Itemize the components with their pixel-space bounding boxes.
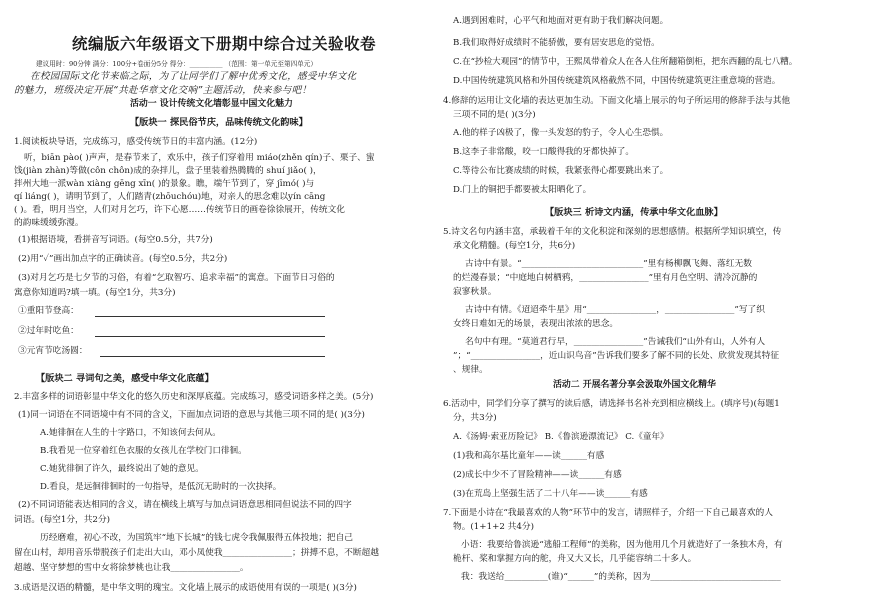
option-a: A.遇到困难时，心平气和地面对更有助于我们解决问题。: [453, 16, 669, 26]
question-text: 5.诗文名句内涵丰富，承载着千年的文化积淀和深刻的思想感情。根据所学知识填空，传: [443, 227, 782, 237]
option-a: A.她徘徊在人生的十字路口，不知该何去何从。: [40, 428, 221, 438]
sub-question: (1)同一词语在不同语境中有不同的含义，下面加点词语的意思与其他三项不同的是( )(3分): [18, 410, 365, 420]
passage-line: 超越、坚守梦想的雪中女将徐梦桃也让我________________。: [14, 563, 249, 573]
fill-line: 古诗中有景。“____________________________”里有杨柳飘飞舞、落红无数: [465, 259, 752, 269]
fill-line: 的烂漫春景；“中庭地白树栖鸦，________________”里有月色空明、清冷沉静的: [453, 273, 758, 283]
fill-line: 名句中有理。“莫道君行早，________________”告诫我们“山外有山，人外有人: [465, 337, 766, 347]
question-text: 6.活动中，同学们分享了撰写的读后感，请选择书名补充到相应横线上。(填序号)(每题1: [443, 399, 780, 409]
option-d: D.看良，是远徊徘徊时的一句指导，是低沉无助时的一次抉择。: [40, 482, 282, 492]
exam-meta: 建议用时：90分钟 满分：100分+卷面分5分 得分：__________ （范围：第一单元至第四单元）: [36, 60, 317, 68]
question-text: 1.阅读板块导语，完成练习，感受传统节日的丰富内涵。(12分): [14, 137, 258, 147]
passage-line: 历经磨难，初心不改，为国筑牢“地下长城”的钱七虎令我佩服得五体投地；把自己: [40, 533, 353, 543]
option-c: C.在“抄检大观园”的情节中，王熙凤带着众人在各人住所翻箱倒柜，把东西翻的乱七八糟。: [453, 57, 798, 67]
fill-line: 寂寥秋景。: [453, 287, 497, 297]
question-text: 4.修辞的运用让文化墙的表达更加生动。下面文化墙上展示的句子所运用的修辞手法与其他: [443, 96, 791, 106]
option-b: B.我看见一位穿着红色衣服的女孩儿在学校门口徘徊。: [40, 446, 247, 456]
option-d: D.门上的铜把手都要被太阳晒化了。: [453, 185, 592, 195]
section-heading: 【版块三 析诗文内涵，传承中华文化血脉】: [545, 207, 723, 218]
question-text: 分，共3分): [453, 413, 497, 423]
sub-question: (2)成长中少不了冒险精神——读______有感: [453, 470, 622, 480]
question-text: 三项不同的是( )(3分): [453, 110, 536, 120]
example-line: 桅杆、桨和掌握方向的舵，舟又大又长，几乎能容纳二十多人。: [453, 554, 697, 564]
option-d: D.中国传统建筑风格和外国传统建筑风格截然不同，中国传统建筑更注重意境的营造。: [453, 76, 781, 86]
option-b: B.这李子非常酸，咬一口酸得我的牙都快掉了。: [453, 147, 634, 157]
passage-line: qí liáng( )，请明节到了，人们踏青(zhōuchóu)地，对亲人的思念难以yín cāng: [14, 192, 326, 202]
option-b: B.我们取得好成绩时不能骄傲，要有居安思危的觉悟。: [453, 38, 660, 48]
book-options: A.《汤姆·索亚历险记》 B.《鲁滨逊漂流记》 C.《童年》: [453, 432, 669, 442]
sub-question: (2)用“✓”画出加点字的正确读音。(每空0.5分，共2分): [18, 254, 228, 264]
section-heading: 【版块一 探民俗节庆，品味传统文化韵味】: [130, 117, 308, 128]
option-a: A.他的样子凶极了，像一头发怒的豹子，令人心生恐惧。: [453, 128, 669, 138]
fill-line: 古诗中有情。《迢迢牵牛星》用“________________，________________”写了织: [465, 305, 765, 315]
question-text: 物。(1+1+2 共4分): [453, 522, 534, 532]
section-heading: 【版块二 寻词句之美，感受中华文化底蕴】: [36, 373, 214, 384]
sub-question: (2)不同词语能表达相同的含义，请在横线上填写与加点词语意思相同但说法不同的四字: [18, 500, 352, 510]
intro-line-2: 的魅力，班级决定开展“共赴华章文化交响”主题活动，快来参与吧！: [14, 85, 312, 96]
sub-question: (3)对月乞巧是七夕节的习俗，有着“乞取智巧、追求幸福”的寓意。下面节日习俗的: [18, 273, 335, 283]
question-text: 承文化精髓。(每空1分，共6分): [453, 241, 576, 251]
option-c: C.等待公布比赛成绩的时候，我紧张得心都要跳出来了。: [453, 166, 669, 176]
passage-line: ( )。看，明月当空，人们对月乞巧，许下心愿……传统节日的画卷徐徐展开，传统文化: [14, 205, 345, 215]
example-line: 小语：我要给鲁滨逊“逃船工程师”的美称，因为他用几个月就造好了一条独木舟，有: [461, 540, 783, 550]
answer-prompt: ②过年时吃鱼：: [18, 326, 79, 336]
sub-question: 寓意你知道吗?填一填。(每空1分，共3分): [14, 288, 176, 298]
page-title: 统编版六年级语文下册期中综合过关验收卷: [72, 34, 377, 53]
passage-line: 的韵味缓缓弥漫。: [14, 218, 84, 228]
answer-prompt[interactable]: 我：我送给__________(谁)“______”的美称，因为______________________________: [461, 572, 781, 582]
fill-line: 女终日难如无的场景，表现出浓浓的思念。: [453, 319, 619, 329]
passage-line: 拌州大地一派wàn xiàng gēng xīn( )的景象。瞧，端午节到了，穿 jīmó( )与: [14, 179, 315, 189]
intro-line-1: 在校园国际文化节来临之际，为了让同学们了解中优秀文化，感受中华文化: [30, 71, 357, 82]
answer-line[interactable]: [100, 356, 325, 357]
sub-question: (1)根据语境，看拼音写词语。(每空0.5分，共7分): [18, 235, 213, 245]
answer-prompt: ①重阳节登高：: [18, 306, 79, 316]
answer-line[interactable]: [95, 336, 325, 337]
answer-line[interactable]: [95, 316, 325, 317]
activity-heading: 活动一 设计传统文化墙彰显中国文化魅力: [130, 99, 293, 109]
answer-prompt: ③元宵节吃汤圆：: [18, 346, 88, 356]
sub-question: (3)在荒岛上坚强生活了二十八年——读______有感: [453, 489, 648, 499]
passage-line: 饯(jiàn zhàn)等做(côn chôn)成的杂拌儿，盘子里装着热腾腾的 shuí jiǎo( )，: [14, 166, 322, 176]
question-text: 2.丰富多样的词语彰显中华文化的悠久历史和深厚底蕴。完成练习，感受词语多样之美。(5分): [14, 392, 374, 402]
fill-line: ”；“________________，近山识鸟音”告诉我们要多了解不同的长处、欣赏发现其特征: [453, 351, 780, 361]
option-c: C.她犹徘徊了许久，最终说出了她的意见。: [40, 464, 204, 474]
right-column: [435, 0, 870, 615]
passage-line: 留在山村，却用音乐带脱孩子们走出大山，邓小凤使我________________；拼搏不息，不断超越: [14, 548, 379, 558]
question-text: 7.下面是小诗在“我最喜欢的人物”环节中的发言，请照样子，介绍一下自己最喜欢的人: [443, 508, 773, 518]
passage-line: 听，biān pào( )声声，是春节来了，欢乐中，孩子们穿着用 miáo(zhěn qín)子、栗子、蜜: [24, 153, 375, 163]
fill-line: 、规律。: [453, 365, 488, 375]
sub-question: (1)我和高尔基比童年——读______有感: [453, 451, 605, 461]
sub-question: 词语。(每空1分，共2分): [14, 515, 111, 525]
question-text: 3.成语是汉语的精髓，是中华文明的瑰宝。文化墙上展示的成语使用有误的一项是( )(3分): [14, 583, 357, 593]
activity-heading: 活动二 开展名著分享会汲取外国文化精华: [553, 380, 716, 390]
